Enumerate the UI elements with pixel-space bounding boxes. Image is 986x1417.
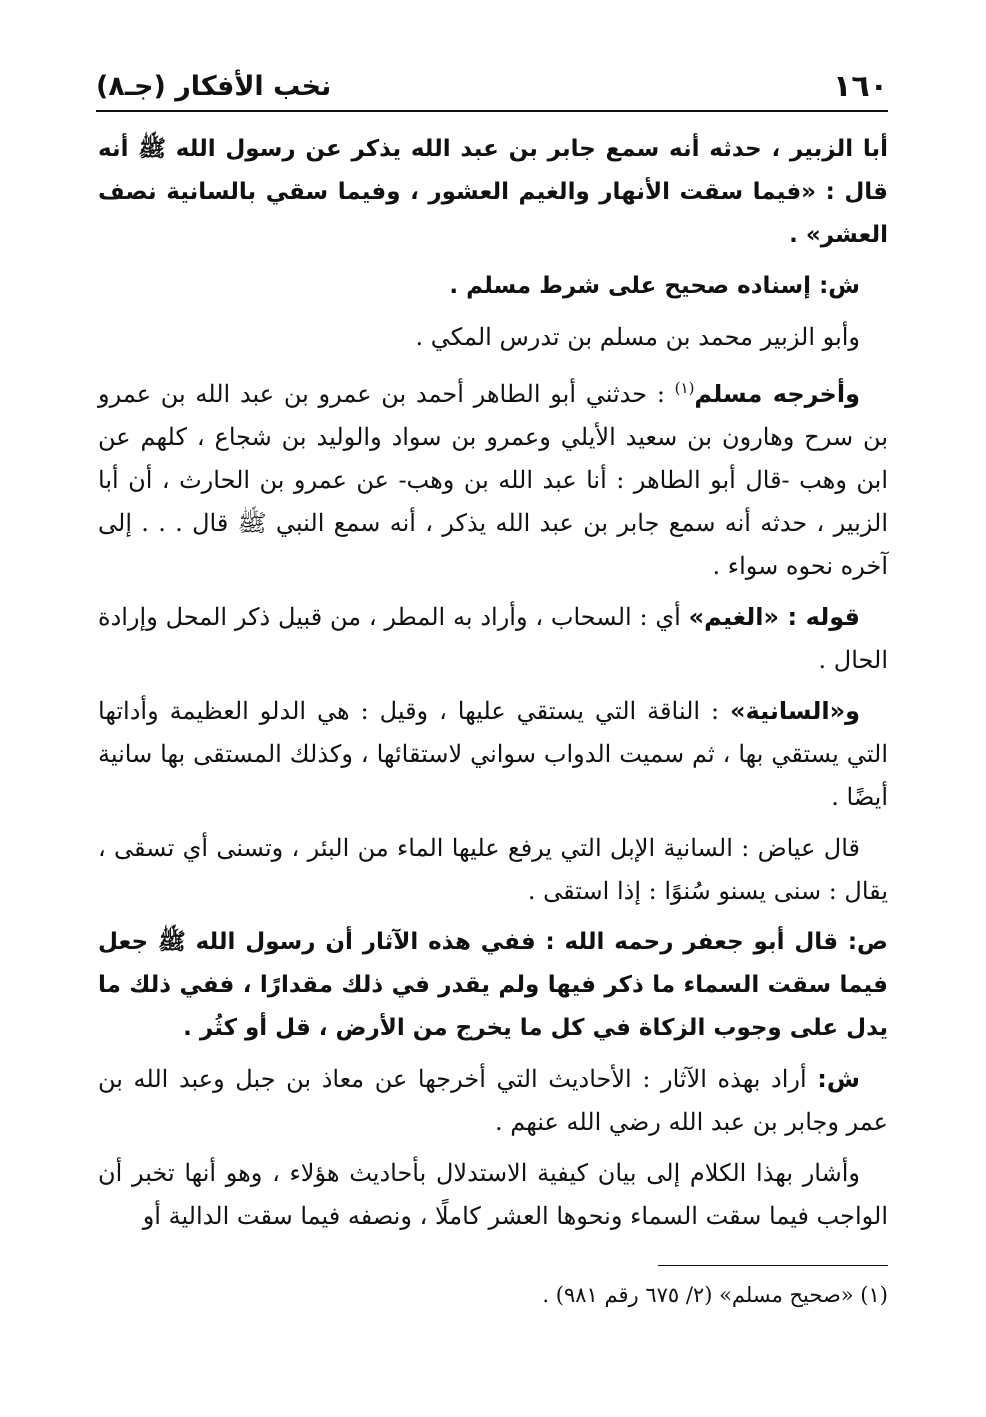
main-text [98,128,888,1246]
paragraph-muslim-narration: وأخرجه مسلم$^{(١)}$ : حدثني أبو الطاهر أحمد بن عمرو بن عبد الله بن عمرو بن سرح وهارون بن سعيد الأيلي وعمرو بن سواد والوليد بن شجاع ، كلهم عن ابن وهب -قال أبو الطاهر : أنا عبد الله بن وهب- عن عمرو بن الحارث ، أن أبا الزبير ، حدثه أنه سمع جابر بن عبد الله يذكر ، أنه سمع النبي ﷺ قال . . . إلى آخره نحوه سواء . [98,379,888,580]
paragraph-commentary-isnad: ش: إسناده صحيح على شرط مسلم . [449,273,860,299]
footnote-marker: (١) [674,379,695,397]
page-header [96,66,888,106]
paragraph-saniya-definition: و«السانية» : الناقة التي يستقي عليها ، وقيل : هي الدلو العظيمة وأداتها التي يستقي بها ، ثم سميت الدواب سواني لاستقائها ، وكذلك المستقى بها سانية أيضًا . [98,697,888,811]
header-rule [96,110,888,112]
paragraph-abu-zubair: وأبو الزبير محمد بن مسلم بن تدرس المكي . [415,323,860,351]
book-title: نخب الأفكار (جـ٨) [96,70,332,102]
paragraph-ghaym-definition: قوله : «الغيم» أي : السحاب ، وأراد به المطر ، من قبيل ذكر المحل وإرادة الحال . [98,603,888,674]
footnote-rule [658,1265,888,1266]
footnote: (١) «صحيح مسلم» (٢/ ٦٧٥ رقم ٩٨١) . [542,1283,888,1307]
paragraph-hadith-text: أبا الزبير ، حدثه أنه سمع جابر بن عبد الله يذكر عن رسول الله ﷺ أنه قال : «فيما سقت الأنهار والغيم العشور ، وفيما سقي بالسانية نصف العشر» . [98,136,888,248]
paragraph-iyad-quote: قال عياض : السانية الإبل التي يرفع عليها الماء من البئر ، وتسنى أي تسقى ، يقال : سنى يسنو سُنوًا : إذا استقى . [98,834,888,905]
paragraph-istidlal: وأشار بهذا الكلام إلى بيان كيفية الاستدلال بأحاديث هؤلاء ، وهو أنها تخبر أن الواجب فيما سقت السماء ونحوها العشر كاملًا ، ونصفه فيما سقت الدالية أو [98,1159,888,1230]
paragraph-commentary-athar: ش: أراد بهذه الآثار : الأحاديث التي أخرجها عن معاذ بن جبل وعبد الله بن عمر وجابر بن عبد الله رضي الله عنهم . [98,1065,888,1136]
page-number: ١٦٠ [833,68,888,104]
paragraph-abu-jafar-text: ص: قال أبو جعفر رحمه الله : ففي هذه الآثار أن رسول الله ﷺ جعل فيما سقت السماء ما ذكر فيها ولم يقدر في ذلك مقدارًا ، ففي ذلك ما يدل على وجوب الزكاة في كل ما يخرج من الأرض ، قل أو كثُر . [98,929,888,1041]
